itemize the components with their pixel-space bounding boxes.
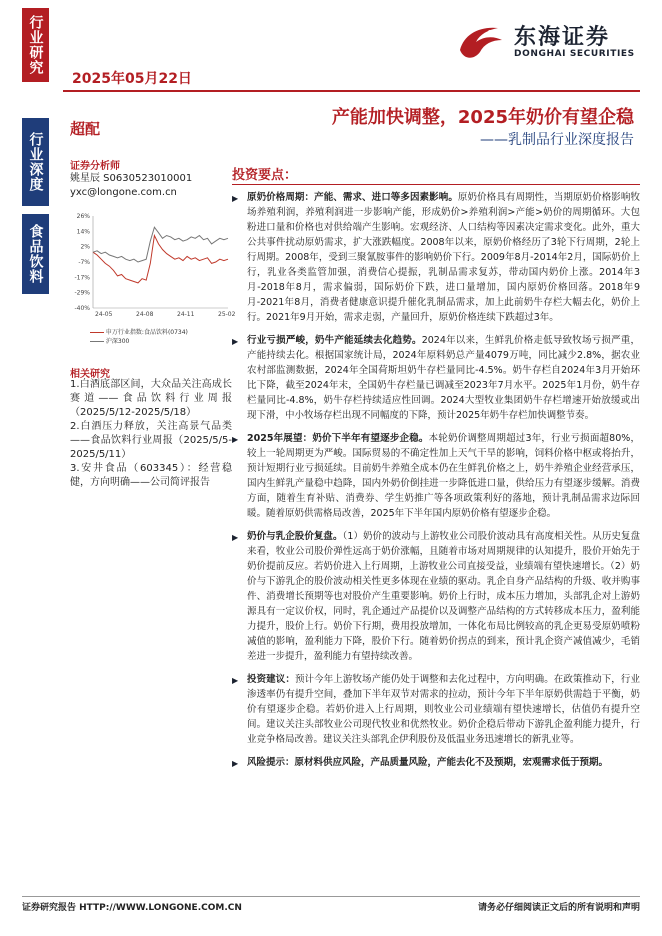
key-point: ▶ 行业亏损严峻，奶牛产能延续去化趋势。2024年以来，生鲜乳价格走低导致牧场亏损严重，产能持续去化。根据国家统计局，2024年原料奶总产量4079万吨，同比减少2.8%，据农业农村部监测数据，2024年全国荷斯坦奶牛存栏量同比-4.5%。奶牛存栏自2024年3月开始环比下降，截至2024年末，全国奶牛存栏量已调减至2023年7月水平。2025年1月份，奶牛存栏量同比-4.8%，奶牛存栏持续适应性回调。2024大型牧业集团奶牛存栏增速开始放缓或出现下滑，中小牧场存栏出现不同幅度的下降，预计2025年奶牛存栏加快调整节奏。 [232, 335, 640, 421]
related-research-label: 相关研究 [70, 369, 110, 380]
side-tab-industry-depth: 行业深度 [22, 118, 49, 206]
analyst-info [70, 172, 192, 200]
phoenix-logo-icon [454, 20, 506, 64]
x-tick-label: 25-02 [218, 311, 236, 318]
bullet-icon: ▶ [232, 337, 239, 346]
bullet-icon: ▶ [232, 759, 239, 768]
y-tick-label: -7% [78, 259, 90, 266]
analyst-label: 证券分析师 [70, 161, 120, 172]
key-points-divider [232, 184, 640, 185]
y-tick-label: 14% [76, 228, 90, 236]
key-point: ▶ 原奶价格周期：产能、需求、进口等多因素影响。原奶价格具有周期性，当期原奶价格影响牧场养殖利润，养殖利润进一步影响产能，形成奶价>养殖利润>产能>奶价的周期循环。大包粉进口量和价格也对供给端产生影响。宏观经济、人口结构等因素决定需求变化。此外，重大公共事件扰动原奶需求，扩大涨跌幅度。2008年以来，原奶价格经历了3轮下行周期，2轮上行周期。2008年，受到三聚氰胺事件的影响奶价下行。2009年8月-2014年2月，国际奶价上行，乳业各类监管加强，消费信心提振，乳制品需求复苏，带动国内奶价上涨。2014年3月-2018年8月，需求偏弱，国际奶价下跌，进口量增加，国内原奶价格回落。2018年9月-2021年8月，消费者健康意识提升催化乳制品需求，加上此前奶牛存栏大幅去化，奶价上行。2021年9月开始，需求走弱，产量回升，原奶价格连续下跌超过3年。 [232, 192, 640, 323]
side-tab-food-beverage: 食品饮料 [22, 214, 49, 294]
logo-name-cn: 东海证券 [514, 25, 611, 50]
performance-chart [63, 210, 236, 345]
legend-item-csi300: 沪深300 [90, 337, 188, 346]
y-tick-label: -29% [74, 289, 90, 297]
bullet-icon: ▶ [232, 194, 239, 203]
y-tick-label: 26% [76, 213, 90, 220]
logo-name-en: DONGHAI SECURITIES [514, 49, 635, 59]
series-line-csi300 [93, 227, 228, 262]
y-tick-label: -17% [74, 274, 90, 282]
key-points-heading: 投资要点： [232, 168, 298, 183]
y-tick-label: 2% [80, 243, 90, 251]
analyst-name: 姚星辰 S0630523010001 [70, 173, 193, 184]
x-tick-label: 24-08 [136, 311, 154, 318]
key-points-list [232, 190, 640, 778]
related-research-list [70, 378, 232, 490]
related-item[interactable]: 3.安井食品（603345）：经营稳健，方向明确——公司简评报告 [70, 463, 232, 488]
footer-divider [22, 896, 640, 897]
chart-legend [90, 328, 188, 346]
related-item[interactable]: 2.白酒压力释放，关注高景气品类——食品饮料行业周报（2025/5/5-2025/5/11） [70, 421, 232, 460]
key-point: ▶ 2025年展望：奶价下半年有望逐步企稳。本轮奶价调整周期超过3年，行业亏损面超80%，较上一轮周期更为严峻。国际贸易的不确定性加上天气干旱的影响，饲料价格中枢或将抬升，预计短期行业亏损延续。目前奶牛养殖全成本仍在生鲜乳价格之上，奶牛养殖企业经营承压，国内生鲜乳产量稳中趋降，国内外奶价倒挂进一步降低进口量，供给压力有望逐步缓解。消费方面，随着生育补贴、消费券、学生奶推广等各项政策利好的落地，预计乳制品需求边际回暖。随着原奶供需格局改善，2025年下半年国内原奶价格有望逐步企稳。 [232, 433, 640, 519]
y-tick-label: -40% [74, 305, 90, 312]
bullet-icon: ▶ [232, 676, 239, 685]
rating: 超配 [70, 120, 101, 138]
bullet-icon: ▶ [232, 435, 239, 444]
bullet-icon: ▶ [232, 533, 239, 542]
footer-disclaimer: 请务必仔细阅读正文后的所有说明和声明 [477, 903, 640, 913]
series-line-sector [93, 236, 228, 283]
report-date: 2025年05月22日 [72, 71, 192, 87]
footer-left[interactable]: 证券研究报告 HTTP://WWW.LONGONE.COM.CN [22, 903, 242, 913]
key-point: ▶ 投资建议：预计今年上游牧场产能仍处于调整和去化过程中，方向明确。在政策推动下，行业渗透率仍有提升空间，叠加下半年双节对需求的拉动，预计今年下半年原奶供需趋于平衡，奶价有望逐步企稳。若奶价进入上行周期，则牧业公司业绩端有望快速增长，估值仍有提升空间。建议关注头部牧业公司现代牧业和优然牧业。奶价企稳后带动下游乳企盈利能力提升，行业竞争格局改善。建议关注头部乳企伊利股份及低温业务迅速增长的新乳业等。 [232, 674, 640, 745]
analyst-email[interactable]: yxc@longone.com.cn [70, 187, 177, 198]
side-tab-industry-research: 行业研究 [22, 8, 49, 82]
key-point: ▶ 风险提示：原材料供应风险，产品质量风险，产能去化不及预期，宏观需求低于预期。 [232, 755, 640, 770]
company-logo [454, 20, 644, 64]
key-point: ▶ 奶价与乳企股价复盘。（1）奶价的波动与上游牧业公司股价波动具有高度相关性。从历史复盘来看，牧业公司股价弹性远高于奶价涨幅，且随着市场对周期规律的认知提升，股价开始先于奶价提前反应。若奶价进入上行周期，上游牧业公司直接受益，业绩端有望快速增长。（2）奶价与下游乳企的股价波动相关性更多体现在业绩的驱动。乳企自身产品结构的升级、收并购事件、消费增长预期等也对股价产生重要影响。奶价上行时，成本压力增加，头部乳企对上游奶源具有一定议价权，同时，乳企通过产品提价以及调整产品结构的方式转移成本压力，盈利能力提升，股价上行。奶价下行期，费用投放增加，一体化布局比例较高的乳企更易受原奶喷粉减值的影响，盈利能力下降，股价下行。随着奶价拐点的到来，预计乳企资产减值减少，毛销差进一步提升，盈利能力有望持续改善。 [232, 531, 640, 662]
x-tick-label: 24-05 [95, 311, 113, 318]
related-item[interactable]: 1.白酒底部区间，大众品关注高成长赛道——食品饮料行业周报（2025/5/12-2025/5/18） [70, 379, 232, 418]
top-divider [63, 90, 640, 92]
x-tick-label: 24-11 [177, 311, 195, 318]
report-title: 产能加快调整，2025年奶价有望企稳 [331, 107, 634, 128]
legend-item-sector: 申万行业指数:食品饮料(0734) [90, 328, 188, 337]
report-subtitle: ——乳制品行业深度报告 [480, 132, 634, 148]
